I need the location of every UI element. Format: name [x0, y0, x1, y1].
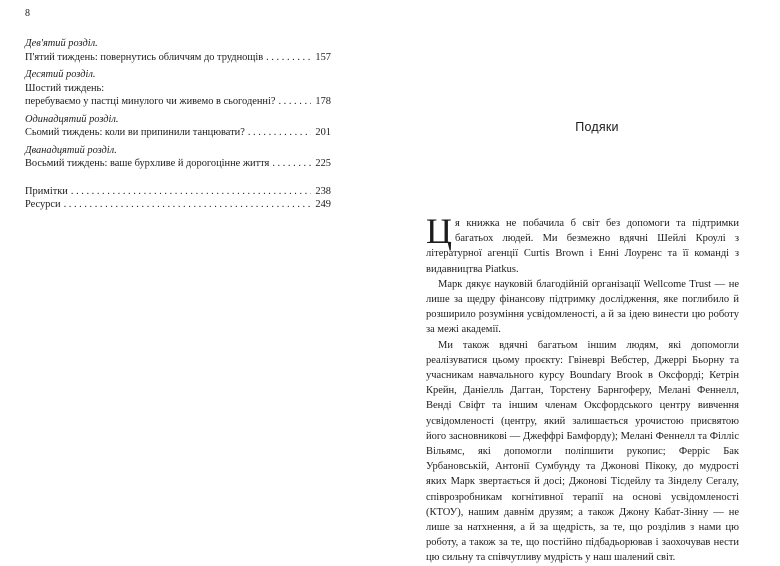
toc-entry-title: Шостий тиждень: [25, 82, 105, 94]
acknowledgements-paragraph: Марк дякує науковій благодійній організації Wellcome Trust — не лише за щедру фінансову підтримку дослідження, яке поглибило й розширило розуміння усвідомленості, а й за ідею винести цю роботу за межі академії. [426, 278, 739, 336]
toc-entry [25, 126, 331, 140]
toc-entry-page: 201 [315, 127, 331, 138]
toc-entry [25, 185, 331, 199]
toc-entry-page: 178 [315, 96, 331, 107]
toc-entry-title: перебуваємо у пастці минулого чи живемо в сьогоденні? [25, 96, 276, 107]
acknowledgements-paragraph [426, 211, 739, 277]
acknowledgements-paragraph: Ми також вдячні багатьом іншим людям, які допомогли реалізуватися цьому проєкту: Гвіневрі Вебстер, Джеррі Бьорну та учасникам навчального курсу Boundary Brook в Оксфорді; Кетрін Крейн, Даніелль Дагган, Торстену Барнгоферу, Мелані Феннелл, Венді Свіфт та іншим членам Оксфордського центру вивчення усвідомленості (центру, який залишається урочистою присвятою його засновникові — Джеффрі Бамфорду); Мелані Феннелл та Філліс Вільямс, які допомогли поліпшити рукопис; Ферріс Бак Урбановській, Антонії Сумбунду та Джонові Пікоку, до мудрості яких Марк звертається й досі; Джонові Тісдейлу та Зінделу Сегалу, співрозробникам когнітивної терапії на основі усвідомленості (КТОУ), нашим давнім друзям; а також Джону Кабат-Зінну — не лише за натхнення, а й за щедрість, за те, що розділив з нами цю роботу, а також за те, що постійно підбадьорював і заохочував нести цю сильну та співчутливу мудрість у наш шалений світ. [426, 339, 739, 564]
dot-leader [71, 185, 311, 199]
toc-chapter-heading: Одинадцятий розділ. [25, 113, 119, 125]
toc-entry-title: Ресурси [25, 199, 61, 210]
toc-entry-page: 225 [315, 158, 331, 169]
toc-entry-title: Восьмий тиждень: ваше бурхливе й дорогоцінне життя [25, 158, 270, 169]
table-of-contents [25, 37, 331, 212]
acknowledgements-body [426, 211, 739, 566]
dot-leader [64, 198, 311, 212]
toc-entry-title-line [25, 82, 331, 96]
paragraph-text: я книжка не побачила б світ без допомоги та підтримки багатьох людей. Ми безмежно вдячні Шейлі Кроулі з літературної агенції Curtis Brown і Енні Лоуренс та її команді з видавництва Piatkus. [426, 218, 739, 275]
acknowledgements-title: Подяки [575, 120, 619, 134]
toc-entry [25, 95, 331, 109]
toc-chapter-heading: Дванадцятий розділ. [25, 144, 117, 156]
toc-entry-page: 238 [315, 185, 331, 197]
toc-group-chapter-12 [25, 144, 331, 171]
drop-cap: Ц [426, 211, 452, 251]
toc-back-matter [25, 185, 331, 212]
toc-chapter-heading: Дев'ятий розділ. [25, 38, 98, 49]
dot-leader [278, 95, 311, 109]
dot-leader [272, 157, 311, 171]
toc-entry-title: П'ятий тиждень: повернутись обличчям до труднощів [25, 51, 264, 63]
toc-entry-page: 249 [315, 199, 331, 210]
toc-entry [25, 198, 331, 212]
toc-group-chapter-11 [25, 113, 331, 140]
dot-leader [248, 126, 311, 140]
page-number: 8 [25, 8, 30, 19]
toc-entry-title: Сьомий тиждень: коли ви припинили танцювати? [25, 127, 245, 138]
toc-group-chapter-9 [25, 37, 331, 64]
toc-entry-page: 157 [315, 51, 331, 63]
toc-entry [25, 51, 331, 65]
toc-entry-title: Примітки [25, 185, 68, 197]
toc-chapter-heading: Десятий розділ. [25, 69, 96, 80]
toc-entry [25, 157, 331, 171]
toc-group-chapter-10 [25, 68, 331, 109]
dot-leader [266, 51, 311, 65]
